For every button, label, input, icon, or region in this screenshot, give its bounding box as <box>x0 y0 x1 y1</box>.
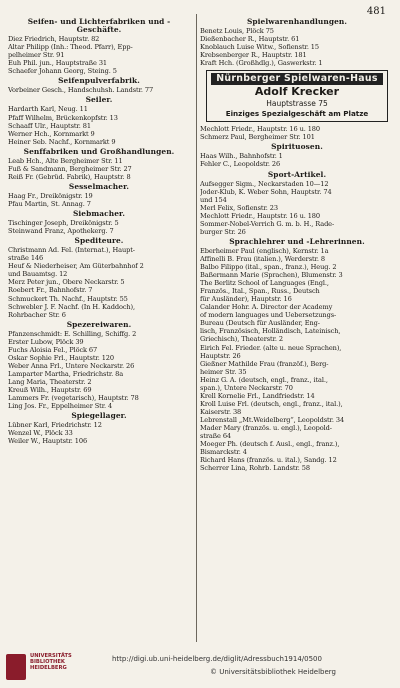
directory-entry: Balbo Filippo (ital., span., franz.), Heug. 2 <box>200 263 337 272</box>
directory-entry: Lamparter Martha, Friedrichstr. 8a <box>8 369 124 378</box>
directory-entry: Gießner Mathilde Frau (franzöf.), Berg- <box>200 359 329 368</box>
ad-name: Adolf Krecker <box>254 85 340 99</box>
directory-entry: Euh Phil. jun., Hauptstraße 31 <box>8 59 108 68</box>
directory-entry: Hauptstr. 26 <box>200 351 241 360</box>
directory-entry: Lang Maria, Theaterstr. 2 <box>8 377 92 386</box>
directory-entry: Tischinger Joseph, Dreikönigstr. 5 <box>8 219 119 228</box>
ad-address: Hauptstrasse 75 <box>266 99 328 109</box>
directory-entry: Aufsegger Sigm., Neckarstaden 10—12 <box>200 179 329 188</box>
directory-entry: of modern languages und Uebersetzungs- <box>200 311 337 320</box>
source-url-link[interactable]: http://digi.ub.uni-heidelberg.de/diglit/Adressbuch1914/0500 <box>112 655 322 663</box>
section-heading: Sesselmacher. <box>68 181 130 191</box>
directory-entry: Kroll Luise Frl. (deutsch, engl., franz., ital.), <box>200 399 343 408</box>
directory-entry: Mader Mary (französ. u. engl.), Leopold- <box>200 423 332 432</box>
directory-entry: und 154 <box>200 195 227 204</box>
directory-entry: Mechlott Friedr., Hauptstr. 16 u. 180 <box>200 211 321 220</box>
directory-entry: Reiß Fr. (Gebrüd. Fabrik), Hauptstr. 8 <box>8 172 131 181</box>
footer <box>0 646 400 688</box>
advertisement-box <box>206 70 388 122</box>
directory-entry: Leab Hch., Alte Bergheimer Str. 11 <box>8 156 123 165</box>
directory-entry: Lübner Karl, Friedrichstr. 12 <box>8 421 102 430</box>
copyright-notice: © Universitätsbibliothek Heidelberg <box>210 668 337 676</box>
directory-entry: heimer Str. 35 <box>200 367 247 376</box>
directory-entry: Erster Lubow, Plöck 39 <box>8 337 84 346</box>
directory-entry: Sommer-Nobel-Verrich G. m. b. H., Rade- <box>200 219 335 228</box>
right-column-top <box>200 18 394 67</box>
directory-entry: Fuß & Sandmann, Bergheimer Str. 27 <box>8 164 132 173</box>
directory-entry: Altar Philipp (Inh.: Theod. Pfarr), Epp- <box>8 43 133 52</box>
section-heading: Seiler. <box>85 95 113 105</box>
section-heading: Sprachlehrer und -Lehrerinnen. <box>229 236 365 246</box>
directory-entry: Roebert Fr., Bahnhofstr. 7 <box>8 286 93 295</box>
right-column-bottom <box>200 125 394 472</box>
directory-entry: Bureau (Deutsch für Ausländer, Eng- <box>200 319 320 328</box>
directory-entry: Schaefer Johann Georg, Steing. 5 <box>8 67 117 76</box>
directory-entry: straße 64 <box>200 432 232 441</box>
directory-entry: Heiner Seb. Nachf., Kornmarkt 9 <box>8 137 116 146</box>
directory-entry: Affinelli B. Frau (italien.), Werderstr. 8 <box>200 254 325 263</box>
directory-entry: Eberheimer Paul (englisch), Kernstr. 1a <box>200 246 329 255</box>
directory-entry: Christmann Ad. Fel. (Internat.), Haupt- <box>8 246 135 255</box>
section-heading: Sport-Artikel. <box>267 169 327 179</box>
directory-entry: Fuchs Aloisia Fel., Plöck 67 <box>8 345 98 354</box>
directory-entry: Moeger Ph. (deutsch f. Ausl., engl., franz.), <box>200 440 340 449</box>
directory-entry: Heinz G. A. (deutsch, engl., franz., ital., <box>200 375 328 384</box>
section-heading: Seifenpulverfabrik. <box>58 76 140 86</box>
library-logo <box>6 652 76 682</box>
directory-entry: Weber Anna Frl., Untere Neckarstr. 26 <box>8 361 135 370</box>
directory-entry: lisch, Französisch, Holländisch, Lateinisch, <box>200 327 341 336</box>
directory-entry: Dießenbacher R., Hauptstr. 61 <box>200 35 300 44</box>
left-column <box>8 16 190 445</box>
directory-entry: Oskar Sophie Frl., Hauptstr. 120 <box>8 353 114 362</box>
directory-entry: Werner Hch., Kornmarkt 9 <box>8 129 95 138</box>
directory-entry: Kraft Hch. (Großhdlg.), Gaswerkstr. 1 <box>200 59 323 68</box>
directory-entry: pelheimer Str. 91 <box>8 51 65 60</box>
directory-entry: Eirich Fel. Frieder. (alte u. neue Sprachen), <box>200 343 342 352</box>
directory-entry: Schmerz Paul, Bergheimer Str. 101 <box>200 133 315 142</box>
column-divider <box>196 14 197 642</box>
directory-entry: für Ausländer), Hauptstr. 16 <box>200 295 292 304</box>
directory-entry: span.), Untere Neckarstr. 70 <box>200 383 293 392</box>
right-column <box>200 16 394 472</box>
directory-entry: Schwebler J. F. Nachf. (In H. Kaddoch), <box>8 302 136 311</box>
section-heading: Seifen- und Lichterfabriken und -Geschäfte. <box>27 17 171 35</box>
directory-entry: straße 146 <box>8 254 44 263</box>
directory-entry: Steinwand Franz, Apothekerg. 7 <box>8 227 114 236</box>
directory-entry: Wenzel W., Plöck 33 <box>8 429 73 438</box>
section-heading: Spielwarenhandlungen. <box>246 17 348 26</box>
directory-entry: Rohrbacher Str. 6 <box>8 310 66 319</box>
directory-entry: Diez Friedrich, Hauptstr. 82 <box>8 35 100 44</box>
directory-entry: Calander Hohr. A. Director der Academy <box>200 303 333 312</box>
directory-entry: Heuf & Niederheiser, Am Güterbahnhof 2 <box>8 262 144 271</box>
directory-entry: Schaaff Ulr., Hauptstr. 81 <box>8 121 91 130</box>
directory-entry: Joder-Klub, K. Weber Sohn, Hauptstr. 74 <box>200 187 332 196</box>
directory-entry: Französ., Ital., Span., Russ., Deutsch <box>200 287 320 296</box>
directory-entry: burger Str. 26 <box>200 227 246 236</box>
section-heading: Spezereiwaren. <box>66 319 132 329</box>
directory-entry: Lebrenstall „Mt.Weidelberg“, Leopoldstr. 34 <box>200 415 345 424</box>
ad-banner: Nürnberger Spielwaren-Haus <box>211 73 383 85</box>
directory-entry: Griechisch), Theaterstr. 2 <box>200 335 283 344</box>
directory-entry: Knoblauch Luise Witw., Sofienstr. 15 <box>200 43 319 52</box>
directory-entry: Kreuß Wilh., Hauptstr. 69 <box>8 386 92 395</box>
directory-entry: und Bauamtsg. 12 <box>8 270 68 279</box>
directory-entry: Mechlott Friedr., Hauptstr. 16 u. 180 <box>200 125 321 134</box>
directory-entry: Vorbeiner Gesch., Handschuhsh. Landstr. 77 <box>8 86 154 95</box>
directory-entry: Haas Wilh., Bahnhofstr. 1 <box>200 152 283 161</box>
directory-entry: Kaiserstr. 38 <box>200 407 242 416</box>
directory-entry: Merl Felix, Sofienstr. 23 <box>200 203 278 212</box>
section-heading: Spediteure. <box>74 236 124 246</box>
page-number: 481 <box>366 6 386 17</box>
directory-entry: Baßermann Marie (Sprachen), Blumenstr. 3 <box>200 271 343 280</box>
directory-entry: Benetz Louis, Plöck 75 <box>200 27 274 36</box>
directory-entry: Fehler C., Leopoldstr. 26 <box>200 160 281 169</box>
directory-entry: Bismarckstr. 4 <box>200 448 247 457</box>
section-heading: Spirituosen. <box>271 142 323 152</box>
library-logo-text: UNIVERSITÄTS BIBLIOTHEK HEIDELBERG <box>30 653 72 672</box>
directory-entry: Haag Fr., Dreikönigstr. 19 <box>8 191 93 200</box>
directory-entry: Krell Kornelie Frl., Landfriedstr. 14 <box>200 391 315 400</box>
directory-entry: Richard Hans (französ. u. ital.), Sandg. 12 <box>200 456 337 465</box>
section-heading: Senffabriken und Großhandlungen. <box>23 146 175 156</box>
library-logo-icon <box>6 654 26 680</box>
directory-entry: Hardarth Karl, Neug. 11 <box>8 105 88 114</box>
directory-entry: Scherrer Lina, Rohrb. Landstr. 58 <box>200 464 310 473</box>
directory-entry: Weiler W., Hauptstr. 106 <box>8 437 88 446</box>
directory-entry: Ling Jos. Fr., Eppelheimer Str. 4 <box>8 402 113 411</box>
directory-entry: Krebsenberger R., Hauptstr. 181 <box>200 51 307 60</box>
section-heading: Spiegellager. <box>71 411 127 421</box>
directory-entry: Pfau Martin, St. Annag. 7 <box>8 199 91 208</box>
directory-entry: Schmuckert Th. Nachf., Hauptstr. 55 <box>8 294 128 303</box>
ad-slogan: Einziges Spezialgeschäft am Platze <box>225 109 369 119</box>
directory-entry: Pfanzenschmidt: E. Schilling, Schiffg. 2 <box>8 329 137 338</box>
directory-entry: Merz Peter jun., Obere Neckarstr. 5 <box>8 278 125 287</box>
directory-entry: Lammers Fr. (vegetarisch), Hauptstr. 78 <box>8 394 139 403</box>
directory-entry: Pfaff Wilhelm, Brückenkopfstr. 13 <box>8 113 118 122</box>
directory-entry: The Berlitz School of Languages (Engl., <box>200 279 329 288</box>
section-heading: Siebmacher. <box>72 209 126 219</box>
